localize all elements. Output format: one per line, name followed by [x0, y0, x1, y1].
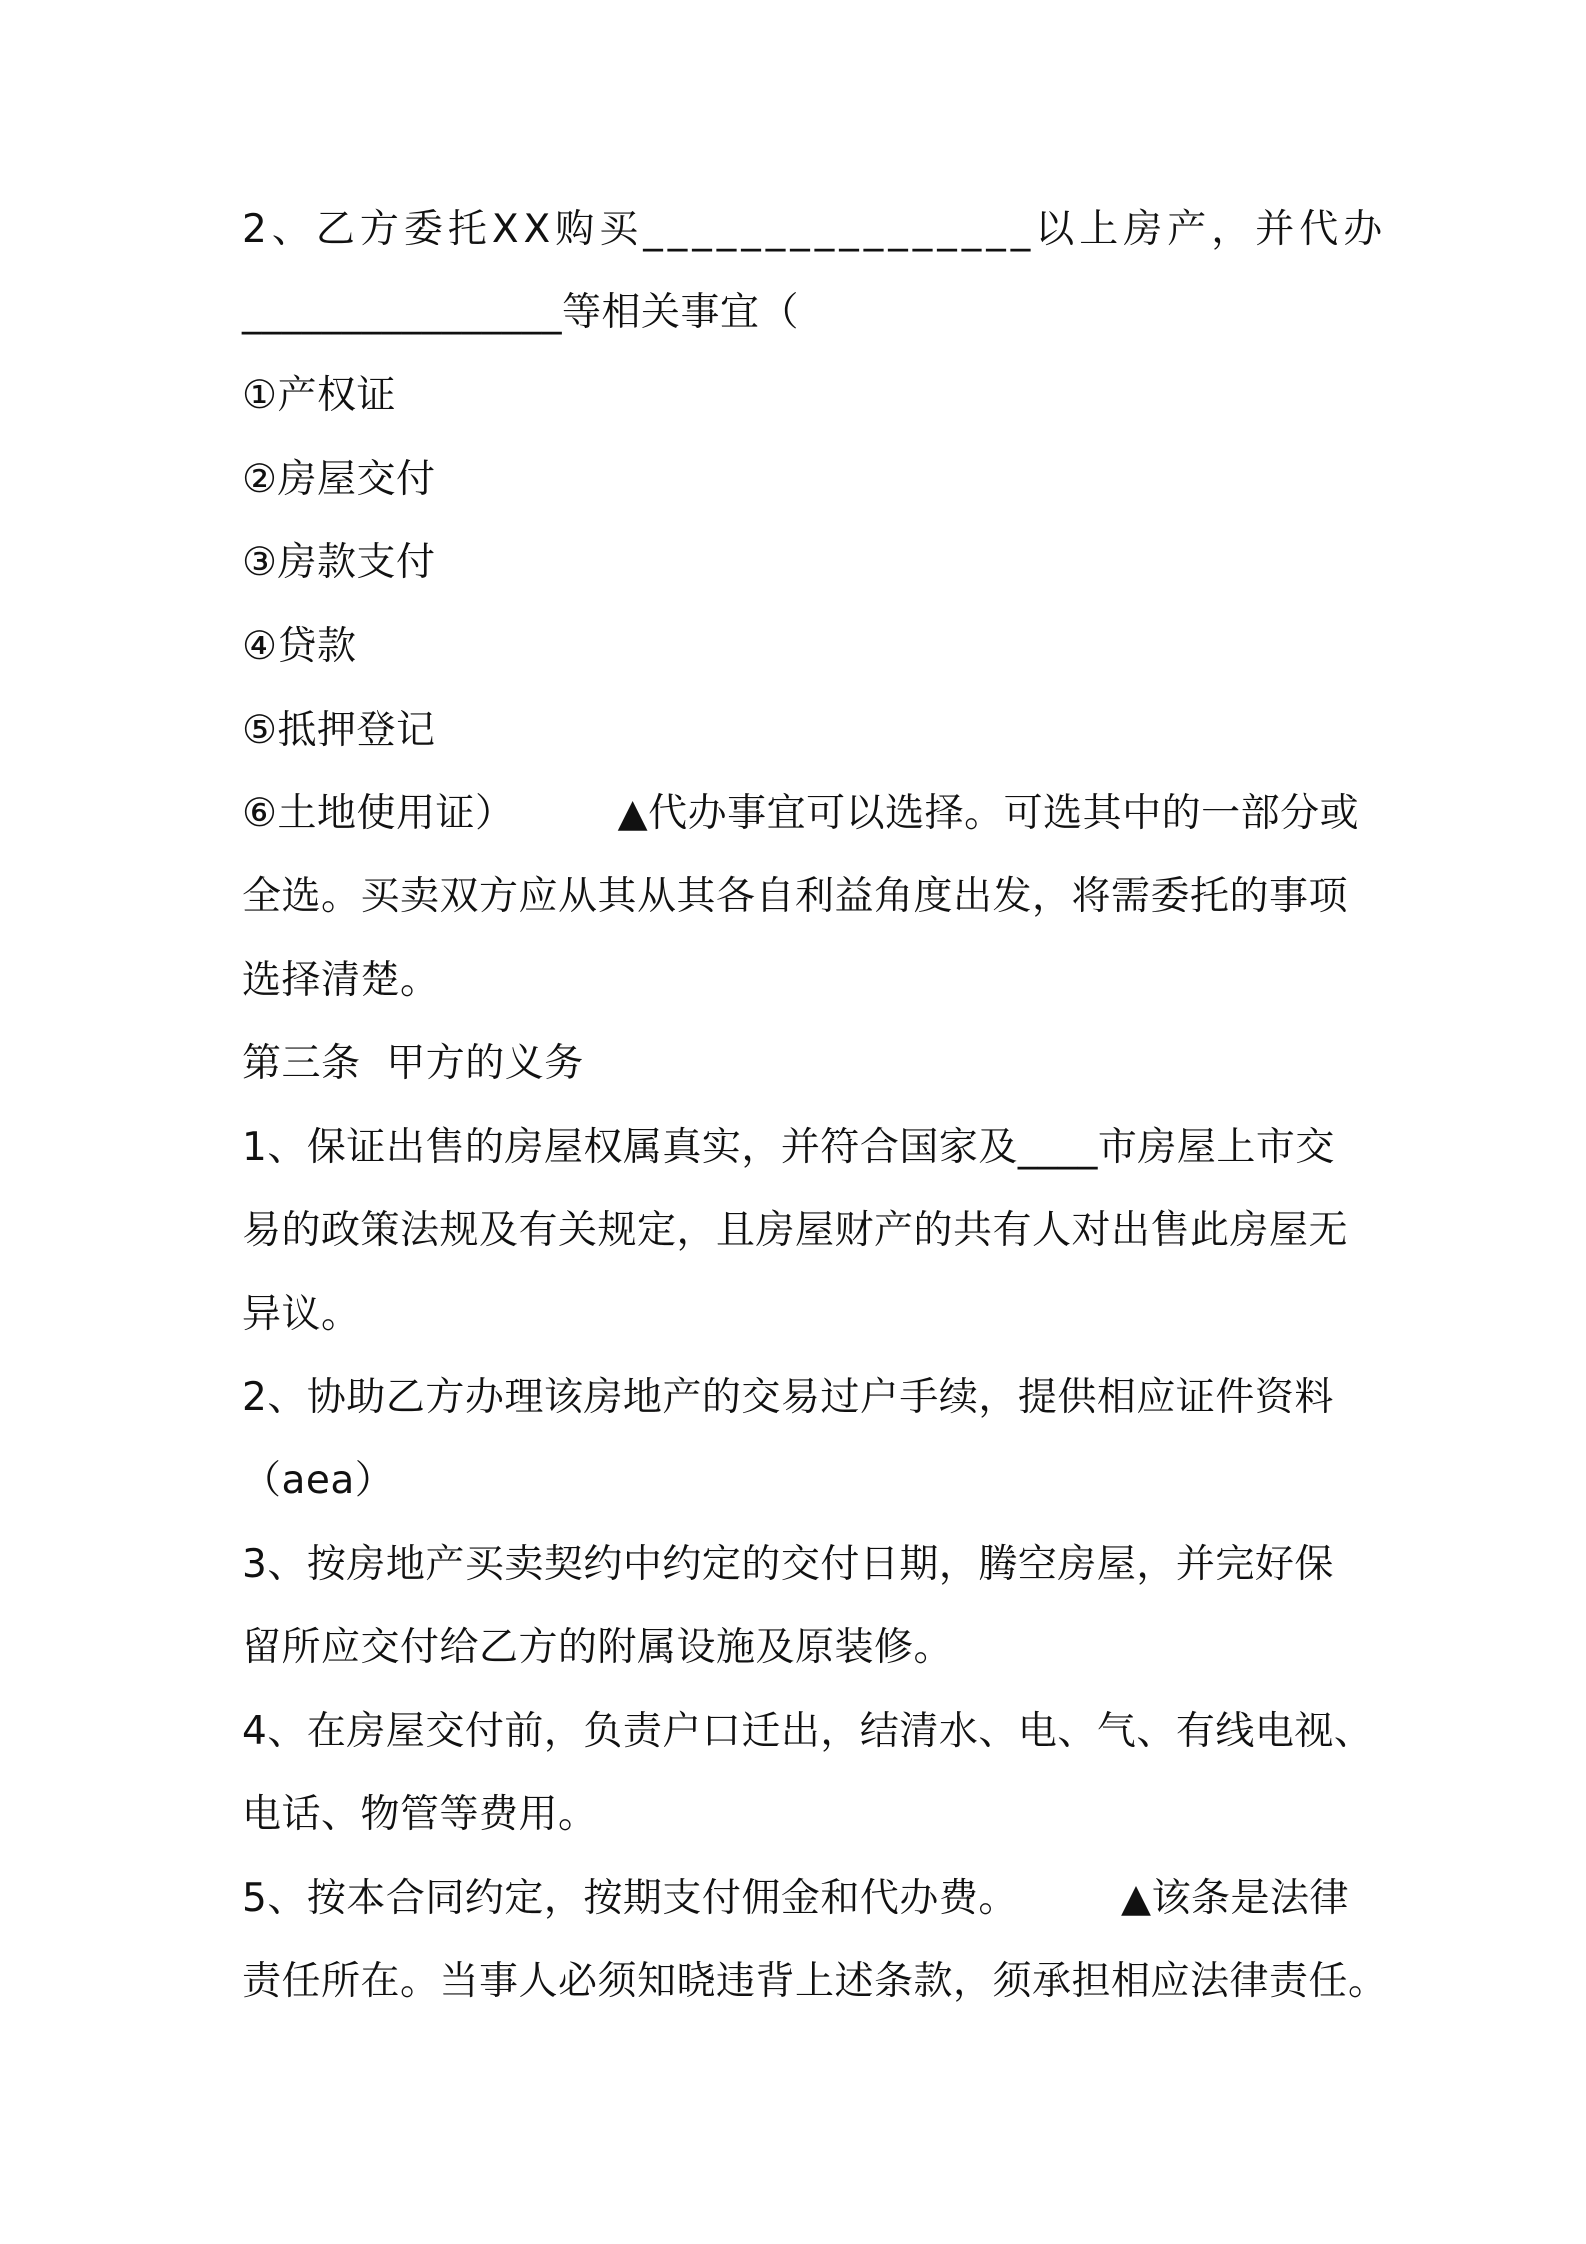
- note-line-3: 选择清楚。: [242, 958, 440, 1003]
- list-item-payment: ③房款支付: [242, 540, 436, 585]
- obligation-5-line-2: 责任所在。当事人必须知晓违背上述条款，须承担相应法律责任。: [242, 1959, 1388, 2004]
- list-item-mortgage-registration: ⑤抵押登记: [242, 708, 436, 753]
- clause-2-line-1: 2、乙方委托XX购买________________以上房产，并代办: [242, 207, 1388, 252]
- list-item-property-certificate: ①产权证: [242, 373, 396, 418]
- obligation-5-line-1: 5、按本合同约定，按期支付佣金和代办费。 ▲该条是法律: [242, 1876, 1349, 1921]
- obligation-3-line-2: 留所应交付给乙方的附属设施及原装修。: [242, 1625, 954, 1670]
- obligation-1-line-2: 易的政策法规及有关规定，且房屋财产的共有人对出售此房屋无: [242, 1208, 1349, 1253]
- list-item-house-delivery: ②房屋交付: [242, 457, 436, 502]
- obligation-1-line-1: 1、保证出售的房屋权属真实，并符合国家及____市房屋上市交: [242, 1125, 1335, 1170]
- obligation-3-line-1: 3、按房地产买卖契约中约定的交付日期，腾空房屋，并完好保: [242, 1542, 1334, 1587]
- section-heading: 第三条 甲方的义务: [242, 1041, 584, 1086]
- obligation-2-line-2: （aea）: [242, 1458, 395, 1503]
- obligation-2-line-1: 2、协助乙方办理该房地产的交易过户手续，提供相应证件资料: [242, 1375, 1334, 1420]
- clause-2-line-2: ________________等相关事宜（: [242, 290, 800, 335]
- obligation-4-line-1: 4、在房屋交付前，负责户口迁出，结清水、电、气、有线电视、: [242, 1709, 1374, 1754]
- list-item-loan: ④贷款: [242, 624, 357, 669]
- list-item-land-use-certificate: ⑥土地使用证） ▲代办事宜可以选择。可选其中的一部分或: [242, 791, 1360, 836]
- note-line-2: 全选。买卖双方应从其从其各自利益角度出发，将需委托的事项: [242, 874, 1349, 919]
- obligation-4-line-2: 电话、物管等费用。: [242, 1792, 598, 1837]
- obligation-1-line-3: 异议。: [242, 1292, 361, 1337]
